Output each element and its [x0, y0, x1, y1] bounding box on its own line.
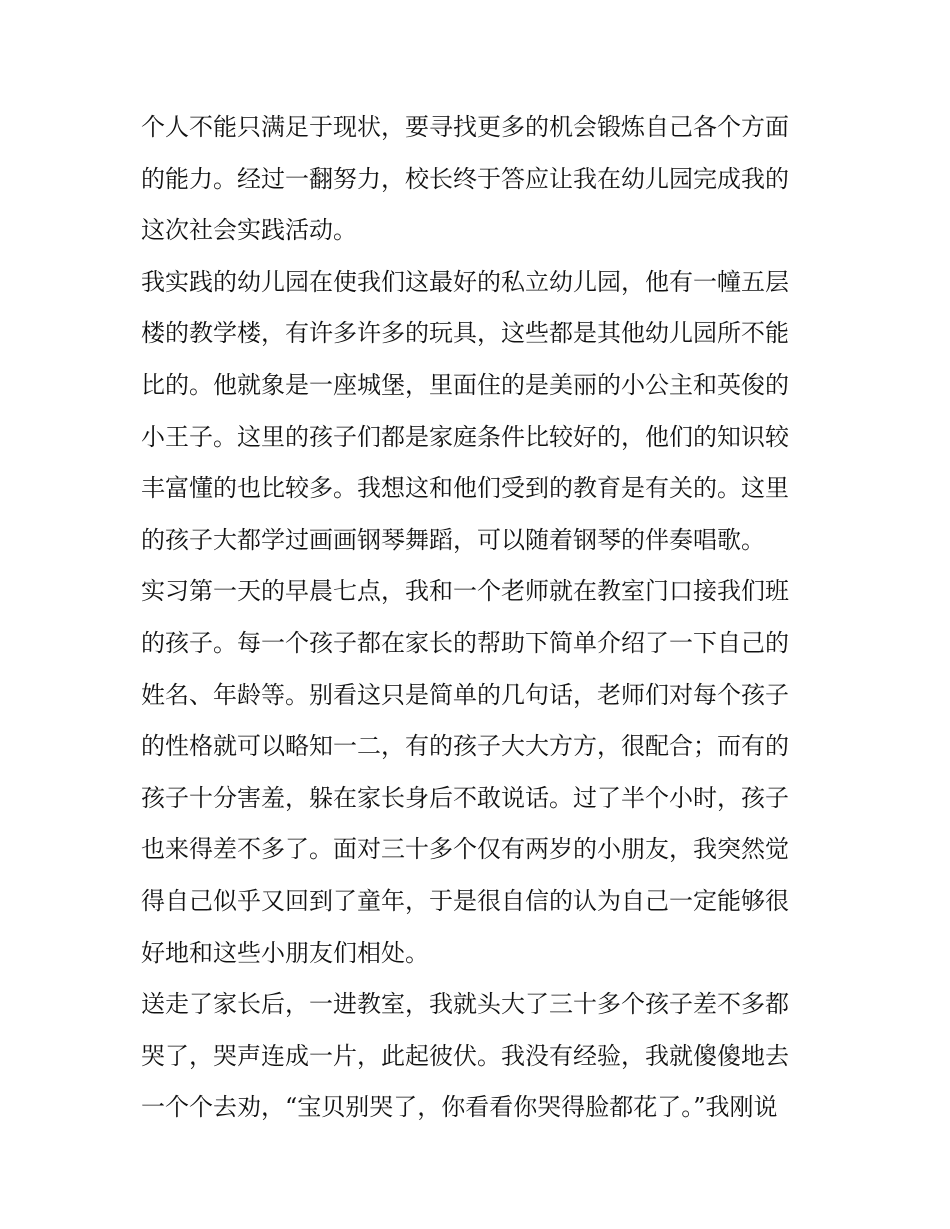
- text-line: 姓名、年龄等。别看这只是简单的几句话，老师们对每个孩子: [141, 680, 789, 709]
- text-line: 送走了家长后，一进教室，我就头大了三十多个孩子差不多都: [141, 990, 789, 1019]
- text-line: 孩子十分害羞，躲在家长身后不敢说话。过了半个小时，孩子: [141, 783, 789, 812]
- text-line: 丰富懂的也比较多。我想这和他们受到的教育是有关的。这里: [141, 474, 789, 503]
- body-text: [141, 102, 813, 1134]
- text-line: 我实践的幼儿园在使我们这最好的私立幼儿园，他有一幢五层: [141, 267, 789, 296]
- text-line: 的能力。经过一翻努力，校长终于答应让我在幼儿园完成我的: [141, 164, 789, 193]
- text-line: 小王子。这里的孩子们都是家庭条件比较好的，他们的知识较: [141, 422, 789, 451]
- text-line: 好地和这些小朋友们相处。: [141, 938, 429, 967]
- text-line: 哭了，哭声连成一片，此起彼伏。我没有经验，我就傻傻地去: [141, 1041, 789, 1070]
- text-line: 也来得差不多了。面对三十多个仅有两岁的小朋友，我突然觉: [141, 835, 789, 864]
- text-line: 得自己似乎又回到了童年，于是很自信的认为自己一定能够很: [141, 886, 789, 915]
- text-line: 的孩子大都学过画画钢琴舞蹈，可以随着钢琴的伴奏唱歌。: [141, 525, 765, 554]
- text-line: 一个个去劝，“宝贝别哭了，你看看你哭得脸都花了。”我刚说: [141, 1093, 778, 1122]
- text-line: 的性格就可以略知一二，有的孩子大大方方，很配合；而有的: [141, 732, 789, 761]
- text-line: 实习第一天的早晨七点，我和一个老师就在教室门口接我们班: [141, 577, 789, 606]
- text-line: 个人不能只满足于现状，要寻找更多的机会锻炼自己各个方面: [141, 113, 789, 141]
- text-line: 楼的教学楼，有许多许多的玩具，这些都是其他幼儿园所不能: [141, 319, 789, 348]
- text-line: 比的。他就象是一座城堡，里面住的是美丽的小公主和英俊的: [141, 370, 789, 399]
- text-line: 的孩子。每一个孩子都在家长的帮助下简单介绍了一下自己的: [141, 628, 789, 657]
- text-line: 这次社会实践活动。: [141, 216, 357, 245]
